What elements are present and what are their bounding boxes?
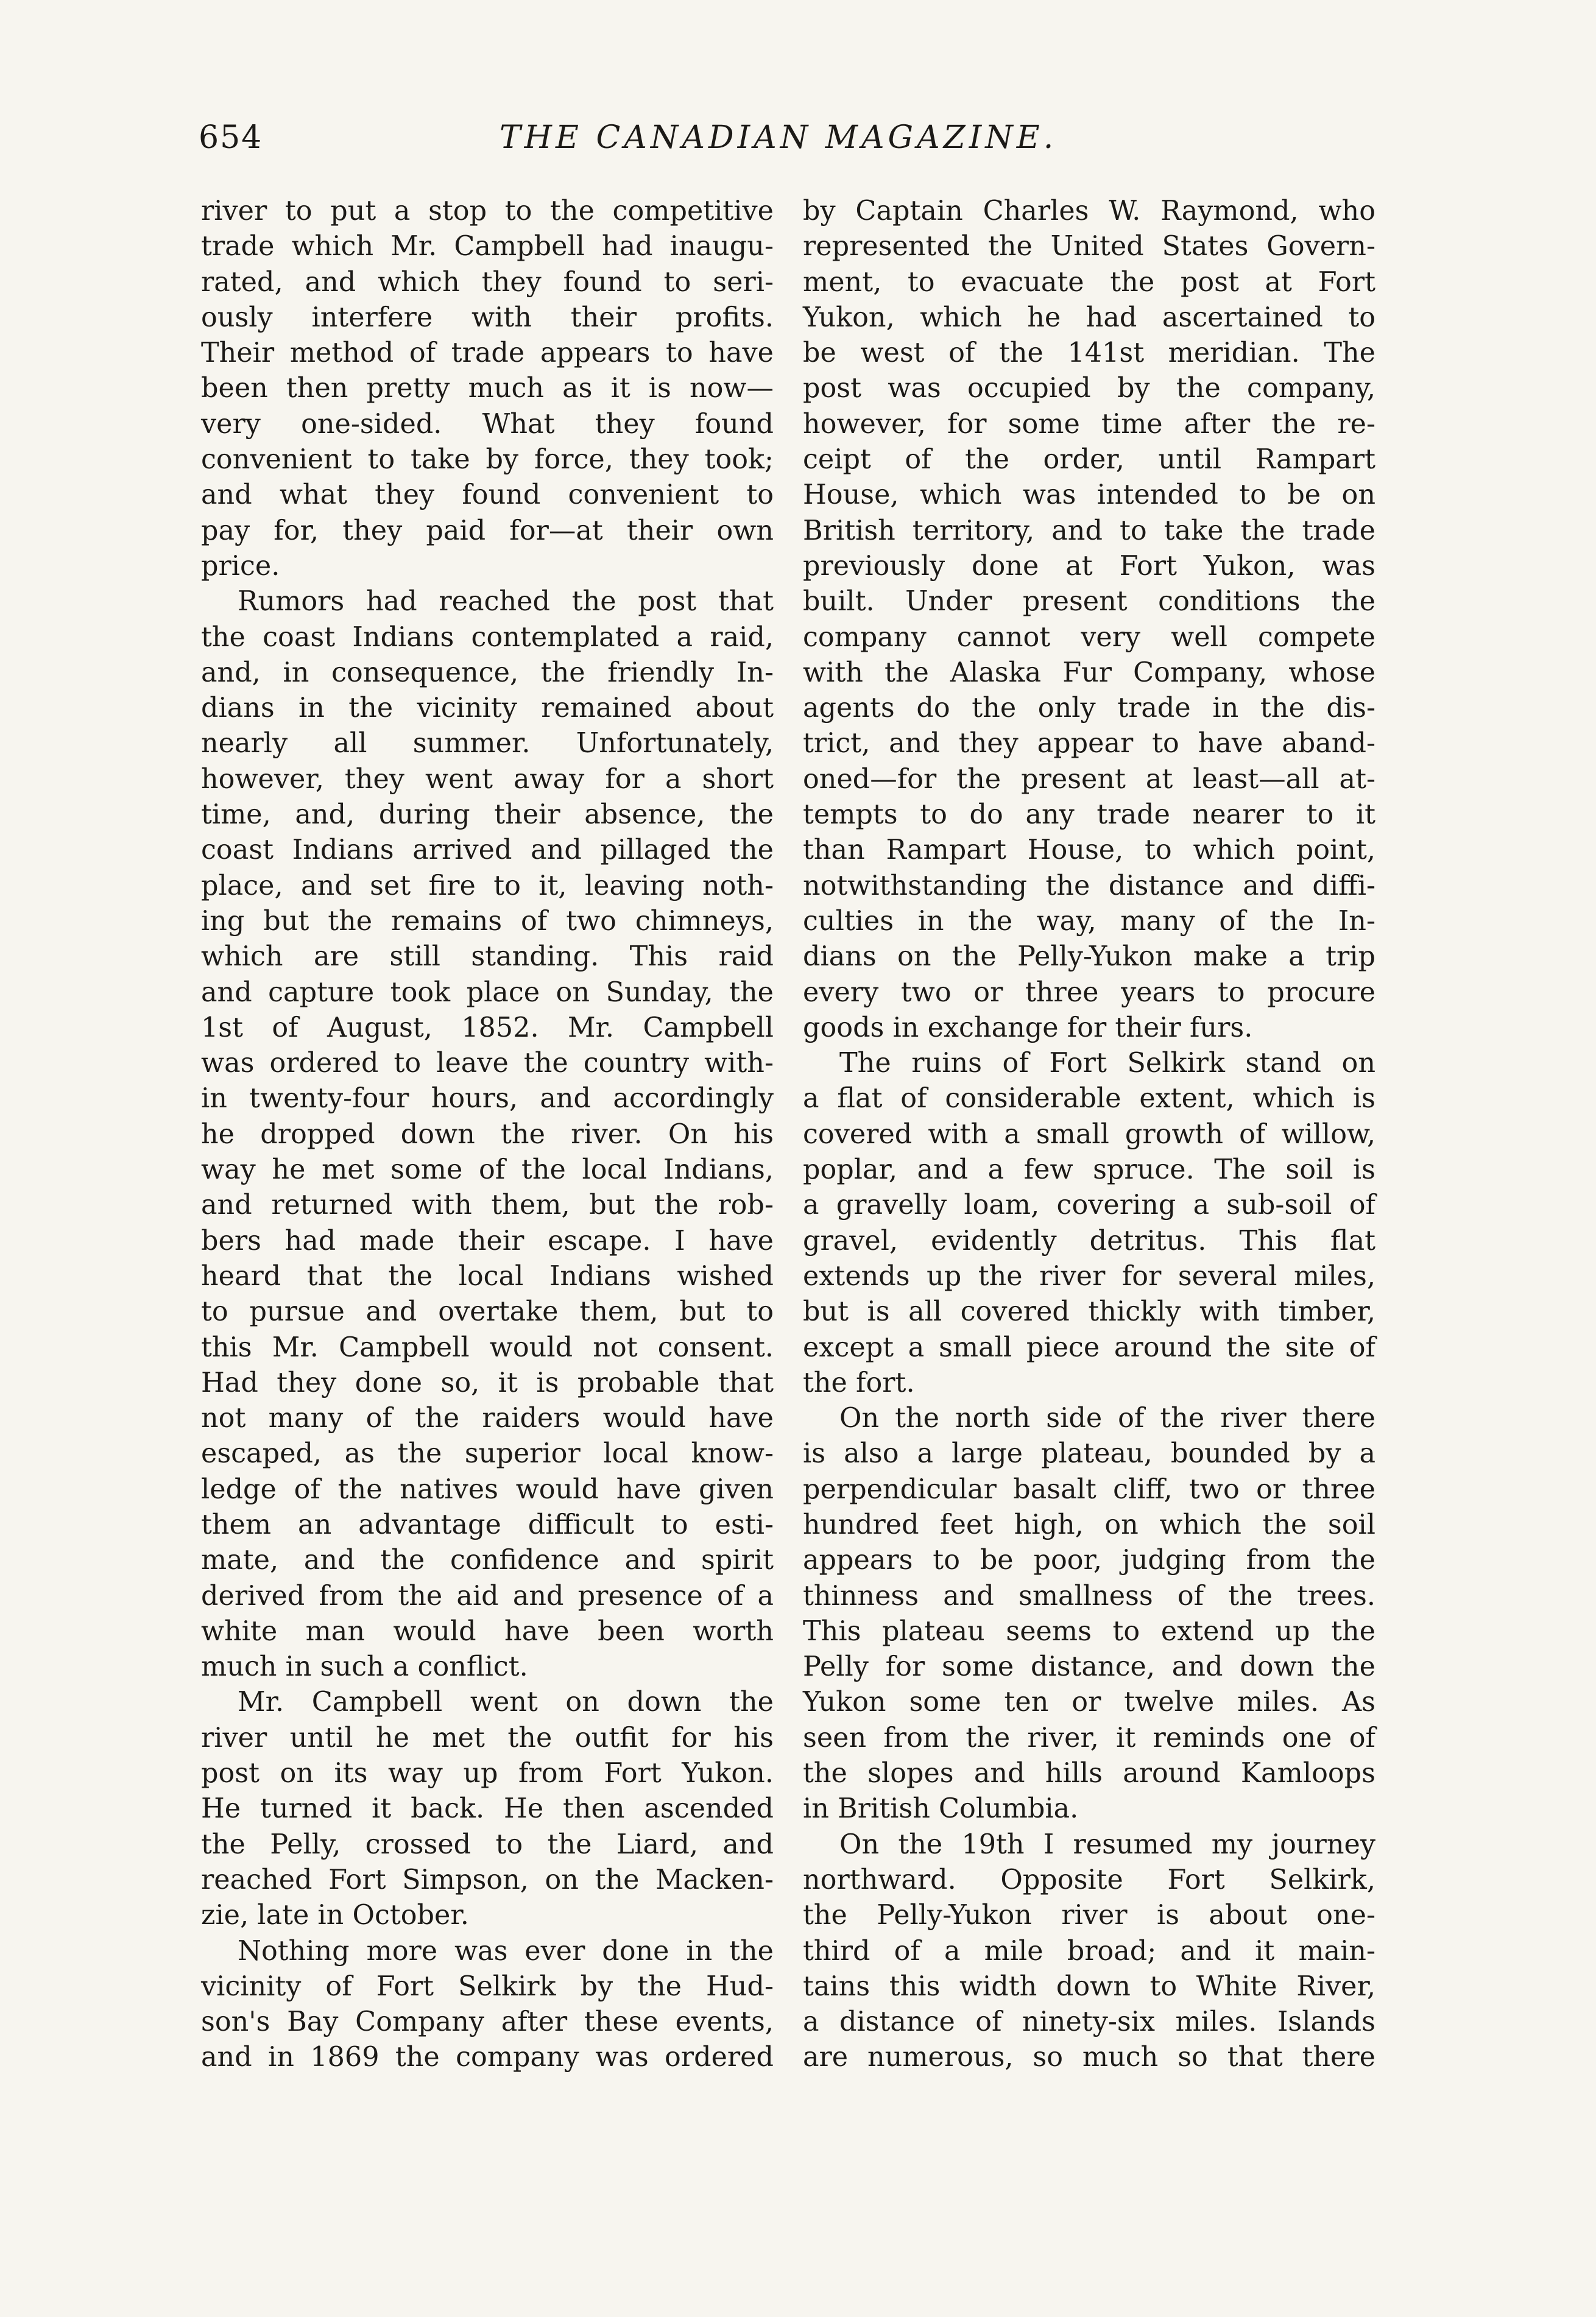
text-line: however, for some time after the re- bbox=[803, 408, 1375, 440]
text-line: notwithstanding the distance and diffi- bbox=[803, 870, 1375, 901]
text-line: a gravelly loam, covering a sub-soil of bbox=[803, 1190, 1375, 1221]
text-line: a distance of ninety-six miles. Islands bbox=[803, 2006, 1375, 2038]
text-line: covered with a small growth of willow, bbox=[803, 1118, 1375, 1150]
text-line: third of a mile broad; and it main- bbox=[803, 1935, 1375, 1967]
text-line: post on its way up from Fort Yukon. bbox=[201, 1758, 774, 1790]
text-line: are numerous, so much so that there bbox=[803, 2042, 1375, 2073]
text-line: river to put a stop to the competitive bbox=[201, 196, 774, 227]
text-line: seen from the river, it reminds one of bbox=[803, 1722, 1375, 1754]
text-line: ceipt of the order, until Rampart bbox=[803, 444, 1375, 476]
text-line: not many of the raiders would have bbox=[201, 1403, 774, 1434]
text-line: the Pelly-Yukon river is about one- bbox=[803, 1900, 1375, 1931]
text-line: tains this width down to White River, bbox=[803, 1970, 1375, 2002]
text-line: every two or three years to procure bbox=[803, 976, 1375, 1008]
text-line: than Rampart House, to which point, bbox=[803, 834, 1375, 866]
text-line: post was occupied by the company, bbox=[803, 373, 1375, 404]
text-line: Yukon, which he had ascertained to bbox=[803, 302, 1375, 333]
text-line: much in such a conflict. bbox=[201, 1651, 528, 1683]
text-line: This plateau seems to extend up the bbox=[803, 1615, 1375, 1647]
text-line: with the Alaska Fur Company, whose bbox=[803, 657, 1375, 688]
text-line: is also a large plateau, bounded by a bbox=[803, 1438, 1375, 1470]
text-line: convenient to take by force, they took; bbox=[201, 444, 774, 476]
right-column bbox=[803, 194, 1375, 2076]
text-line: built. Under present conditions the bbox=[803, 586, 1375, 618]
text-line: northward. Opposite Fort Selkirk, bbox=[803, 1864, 1375, 1896]
text-line: ously interfere with their profits. bbox=[201, 302, 774, 333]
page-number: 654 bbox=[199, 119, 263, 156]
text-line: except a small piece around the site of bbox=[803, 1331, 1375, 1363]
text-line: On the 19th I resumed my journey bbox=[839, 1829, 1375, 1860]
text-line: The ruins of Fort Selkirk stand on bbox=[839, 1048, 1375, 1079]
text-line: pay for, they paid for—at their own bbox=[201, 515, 774, 546]
text-line: escaped, as the superior local know- bbox=[201, 1438, 774, 1470]
text-line: tempts to do any trade nearer to it bbox=[803, 799, 1375, 831]
text-line: be west of the 141st meridian. The bbox=[803, 337, 1375, 369]
text-line: the coast Indians contemplated a raid, bbox=[201, 621, 774, 653]
text-line: them an advantage difficult to esti- bbox=[201, 1509, 774, 1540]
text-line: poplar, and a few spruce. The soil is bbox=[803, 1154, 1375, 1186]
text-line: but is all covered thickly with timber, bbox=[803, 1296, 1375, 1328]
text-line: oned—for the present at least—all at- bbox=[803, 763, 1375, 795]
text-line: trict, and they appear to have aband- bbox=[803, 728, 1375, 760]
text-line: derived from the aid and presence of a bbox=[201, 1580, 774, 1612]
text-line: in twenty-four hours, and accordingly bbox=[201, 1083, 774, 1115]
text-line: very one-sided. What they found bbox=[201, 408, 774, 440]
text-line: and in 1869 the company was ordered bbox=[201, 2042, 774, 2073]
text-line: mate, and the confidence and spirit bbox=[201, 1545, 774, 1576]
text-line: which are still standing. This raid bbox=[201, 941, 774, 973]
text-line: river until he met the outfit for his bbox=[201, 1722, 774, 1754]
text-line: ing but the remains of two chimneys, bbox=[201, 905, 774, 937]
text-line: company cannot very well compete bbox=[803, 621, 1375, 653]
text-line: On the north side of the river there bbox=[839, 1403, 1375, 1434]
text-line: Nothing more was ever done in the bbox=[238, 1935, 774, 1967]
text-line: was ordered to leave the country with- bbox=[201, 1048, 774, 1079]
text-line: dians on the Pelly-Yukon make a trip bbox=[803, 941, 1375, 973]
text-line: son's Bay Company after these events, bbox=[201, 2006, 774, 2038]
text-line: Mr. Campbell went on down the bbox=[238, 1687, 774, 1718]
left-column bbox=[201, 194, 774, 2076]
text-line: this Mr. Campbell would not consent. bbox=[201, 1331, 774, 1363]
text-line: by Captain Charles W. Raymond, who bbox=[803, 196, 1375, 227]
text-line: Rumors had reached the post that bbox=[238, 586, 774, 618]
text-line: he dropped down the river. On his bbox=[201, 1118, 774, 1150]
text-line: reached Fort Simpson, on the Macken- bbox=[201, 1864, 774, 1896]
text-line: nearly all summer. Unfortunately, bbox=[201, 728, 774, 760]
text-line: white man would have been worth bbox=[201, 1615, 774, 1647]
text-line: Pelly for some distance, and down the bbox=[803, 1651, 1375, 1683]
text-line: the slopes and hills around Kamloops bbox=[803, 1758, 1375, 1790]
text-line: thinness and smallness of the trees. bbox=[803, 1580, 1375, 1612]
text-line: perpendicular basalt cliff, two or three bbox=[803, 1473, 1375, 1505]
text-line: rated, and which they found to seri- bbox=[201, 266, 774, 298]
text-line: a flat of considerable extent, which is bbox=[803, 1083, 1375, 1115]
text-line: trade which Mr. Campbell had inaugu- bbox=[201, 231, 774, 263]
text-line: represented the United States Govern- bbox=[803, 231, 1375, 263]
text-line: price. bbox=[201, 550, 280, 582]
text-line: and capture took place on Sunday, the bbox=[201, 976, 774, 1008]
text-line: and returned with them, but the rob- bbox=[201, 1190, 774, 1221]
text-line: heard that the local Indians wished bbox=[201, 1260, 774, 1292]
text-line: extends up the river for several miles, bbox=[803, 1260, 1375, 1292]
text-line: been then pretty much as it is now— bbox=[201, 373, 774, 404]
text-line: and, in consequence, the friendly In- bbox=[201, 657, 774, 688]
text-line: appears to be poor, judging from the bbox=[803, 1545, 1375, 1576]
text-line: gravel, evidently detritus. This flat bbox=[803, 1225, 1375, 1257]
text-line: time, and, during their absence, the bbox=[201, 799, 774, 831]
text-line: Had they done so, it is probable that bbox=[201, 1367, 774, 1398]
text-line: in British Columbia. bbox=[803, 1793, 1079, 1825]
text-line: goods in exchange for their furs. bbox=[803, 1012, 1253, 1043]
text-line: dians in the vicinity remained about bbox=[201, 693, 774, 724]
text-line: Their method of trade appears to have bbox=[201, 337, 774, 369]
text-line: House, which was intended to be on bbox=[803, 479, 1375, 511]
text-line: ledge of the natives would have given bbox=[201, 1473, 774, 1505]
text-line: coast Indians arrived and pillaged the bbox=[201, 834, 774, 866]
running-head: THE CANADIAN MAGAZINE. bbox=[500, 119, 1058, 156]
text-line: hundred feet high, on which the soil bbox=[803, 1509, 1375, 1540]
text-line: He turned it back. He then ascended bbox=[201, 1793, 774, 1825]
text-line: however, they went away for a short bbox=[201, 763, 774, 795]
text-line: 1st of August, 1852. Mr. Campbell bbox=[201, 1012, 774, 1043]
text-line: Yukon some ten or twelve miles. As bbox=[803, 1687, 1375, 1718]
text-line: previously done at Fort Yukon, was bbox=[803, 550, 1375, 582]
text-line: and what they found convenient to bbox=[201, 479, 774, 511]
text-line: ment, to evacuate the post at Fort bbox=[803, 266, 1375, 298]
text-line: to pursue and overtake them, but to bbox=[201, 1296, 774, 1328]
text-line: zie, late in October. bbox=[201, 1900, 469, 1931]
text-line: way he met some of the local Indians, bbox=[201, 1154, 774, 1186]
text-line: the fort. bbox=[803, 1367, 915, 1398]
text-line: the Pelly, crossed to the Liard, and bbox=[201, 1829, 774, 1860]
text-line: British territory, and to take the trade bbox=[803, 515, 1375, 546]
text-line: vicinity of Fort Selkirk by the Hud- bbox=[201, 1970, 774, 2002]
text-line: bers had made their escape. I have bbox=[201, 1225, 774, 1257]
text-line: place, and set fire to it, leaving noth- bbox=[201, 870, 774, 901]
text-line: culties in the way, many of the In- bbox=[803, 905, 1375, 937]
text-line: agents do the only trade in the dis- bbox=[803, 693, 1375, 724]
